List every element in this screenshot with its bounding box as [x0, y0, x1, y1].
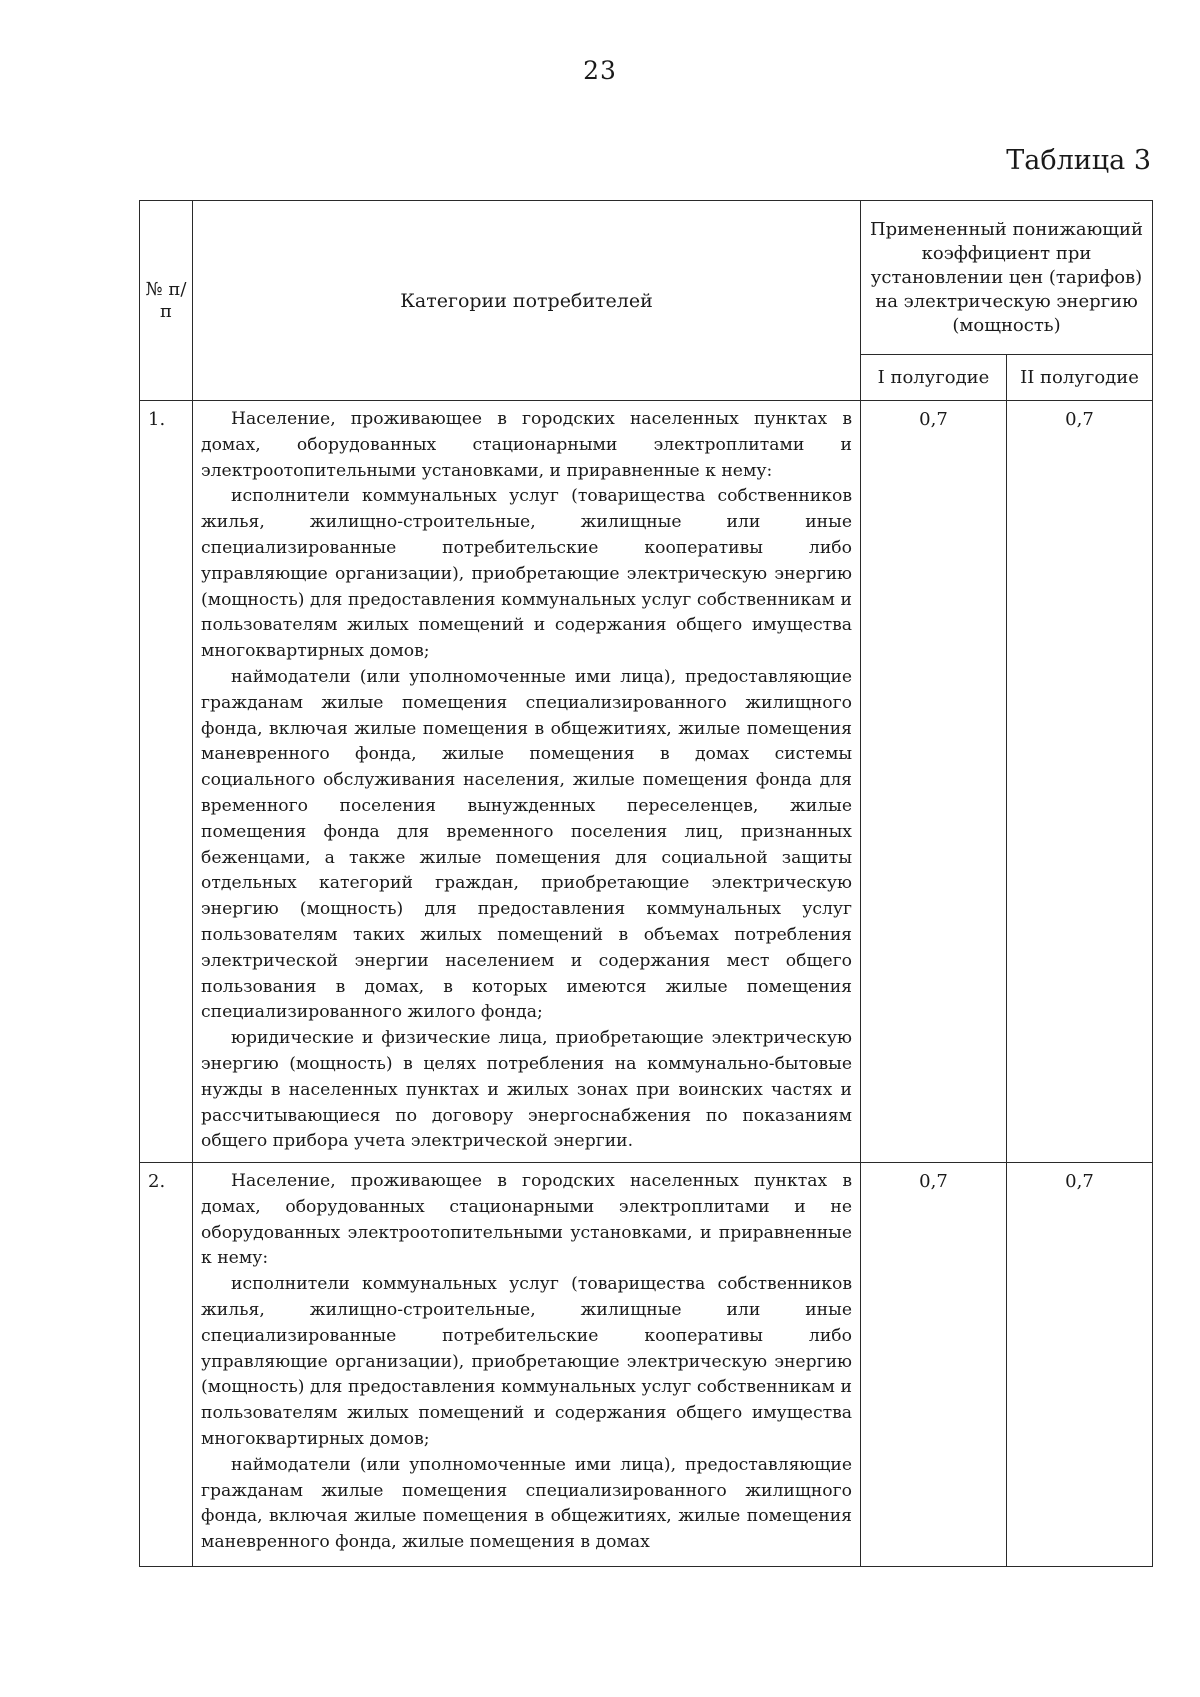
- row-value-half-1: 0,7: [861, 401, 1007, 1163]
- category-paragraph: Население, проживающее в городских населенных пунктах в домах, оборудованных стационарными электроплитами и электроотопительными установками, и приравненные к нему:: [201, 409, 852, 481]
- header-coefficient: Примененный понижающий коэффициент при установлении цен (тарифов) на электрическую энергию (мощность): [861, 201, 1153, 355]
- row-number: 2.: [140, 1163, 193, 1567]
- header-half-2: II полугодие: [1007, 355, 1153, 401]
- category-paragraph: исполнители коммунальных услуг (товарищества собственников жилья, жилищно-строительные, жилищные или иные специализированные потребительские кооперативы либо управляющие организации), приобретающие электрическую энергию (мощность) для предоставления коммунальных услуг собственникам и пользователям жилых помещений и содержания общего имущества многоквартирных домов;: [201, 486, 852, 662]
- row-value-half-1: 0,7: [861, 1163, 1007, 1567]
- page-number: 23: [583, 56, 617, 85]
- header-number: № п/п: [140, 201, 193, 401]
- row-category-text: [193, 401, 861, 1163]
- category-paragraph: исполнители коммунальных услуг (товарищества собственников жилья, жилищно-строительные, жилищные или иные специализированные потребительские кооперативы либо управляющие организации), приобретающие электрическую энергию (мощность) для предоставления коммунальных услуг собственникам и пользователям жилых помещений и содержания общего имущества многоквартирных домов;: [201, 1274, 852, 1449]
- row-value-half-2: 0,7: [1007, 401, 1153, 1163]
- header-half-1: I полугодие: [861, 355, 1007, 401]
- category-paragraph: юридические и физические лица, приобретающие электрическую энергию (мощность) в целях потребления на коммунально-бытовые нужды в населенных пунктах и жилых зонах при воинских частях и рассчитывающиеся по договору энергоснабжения по показаниям общего прибора учета электрической энергии.: [201, 1028, 852, 1152]
- header-category: Категории потребителей: [193, 201, 861, 401]
- row-value-half-2: 0,7: [1007, 1163, 1153, 1567]
- table-row: [140, 401, 1153, 1163]
- category-paragraph: Население, проживающее в городских населенных пунктах в домах, оборудованных стационарными электроплитами и не оборудованных электроотопительными установками, и приравненные к нему:: [201, 1171, 852, 1269]
- category-paragraph: наймодатели (или уполномоченные ими лица), предоставляющие гражданам жилые помещения специализированного жилищного фонда, включая жилые помещения в общежитиях, жилые помещения маневренного фонда, жилые помещения в домах: [201, 1454, 852, 1553]
- row-number: 1.: [140, 401, 193, 1163]
- category-paragraph: наймодатели (или уполномоченные ими лица), предоставляющие гражданам жилые помещения специализированного жилищного фонда, включая жилые помещения в общежитиях, жилые помещения маневренного фонда, жилые помещения в домах системы социального обслуживания населения, жилые помещения фонда для временного поселения вынужденных переселенцев, жилые помещения фонда для временного поселения лиц, признанных беженцами, а также жилые помещения для социальной защиты отдельных категорий граждан, приобретающие электрическую энергию (мощность) для предоставления коммунальных услуг пользователям таких жилых помещений в объемах потребления электрической энергии населением и содержания мест общего пользования в домах, в которых имеются жилые помещения специализированного жилого фонда;: [201, 666, 852, 1023]
- row-category-text: [193, 1163, 861, 1567]
- table-row: [140, 1163, 1153, 1567]
- tariff-coefficient-table: [139, 200, 1153, 1567]
- table-label: Таблица 3: [1006, 145, 1151, 176]
